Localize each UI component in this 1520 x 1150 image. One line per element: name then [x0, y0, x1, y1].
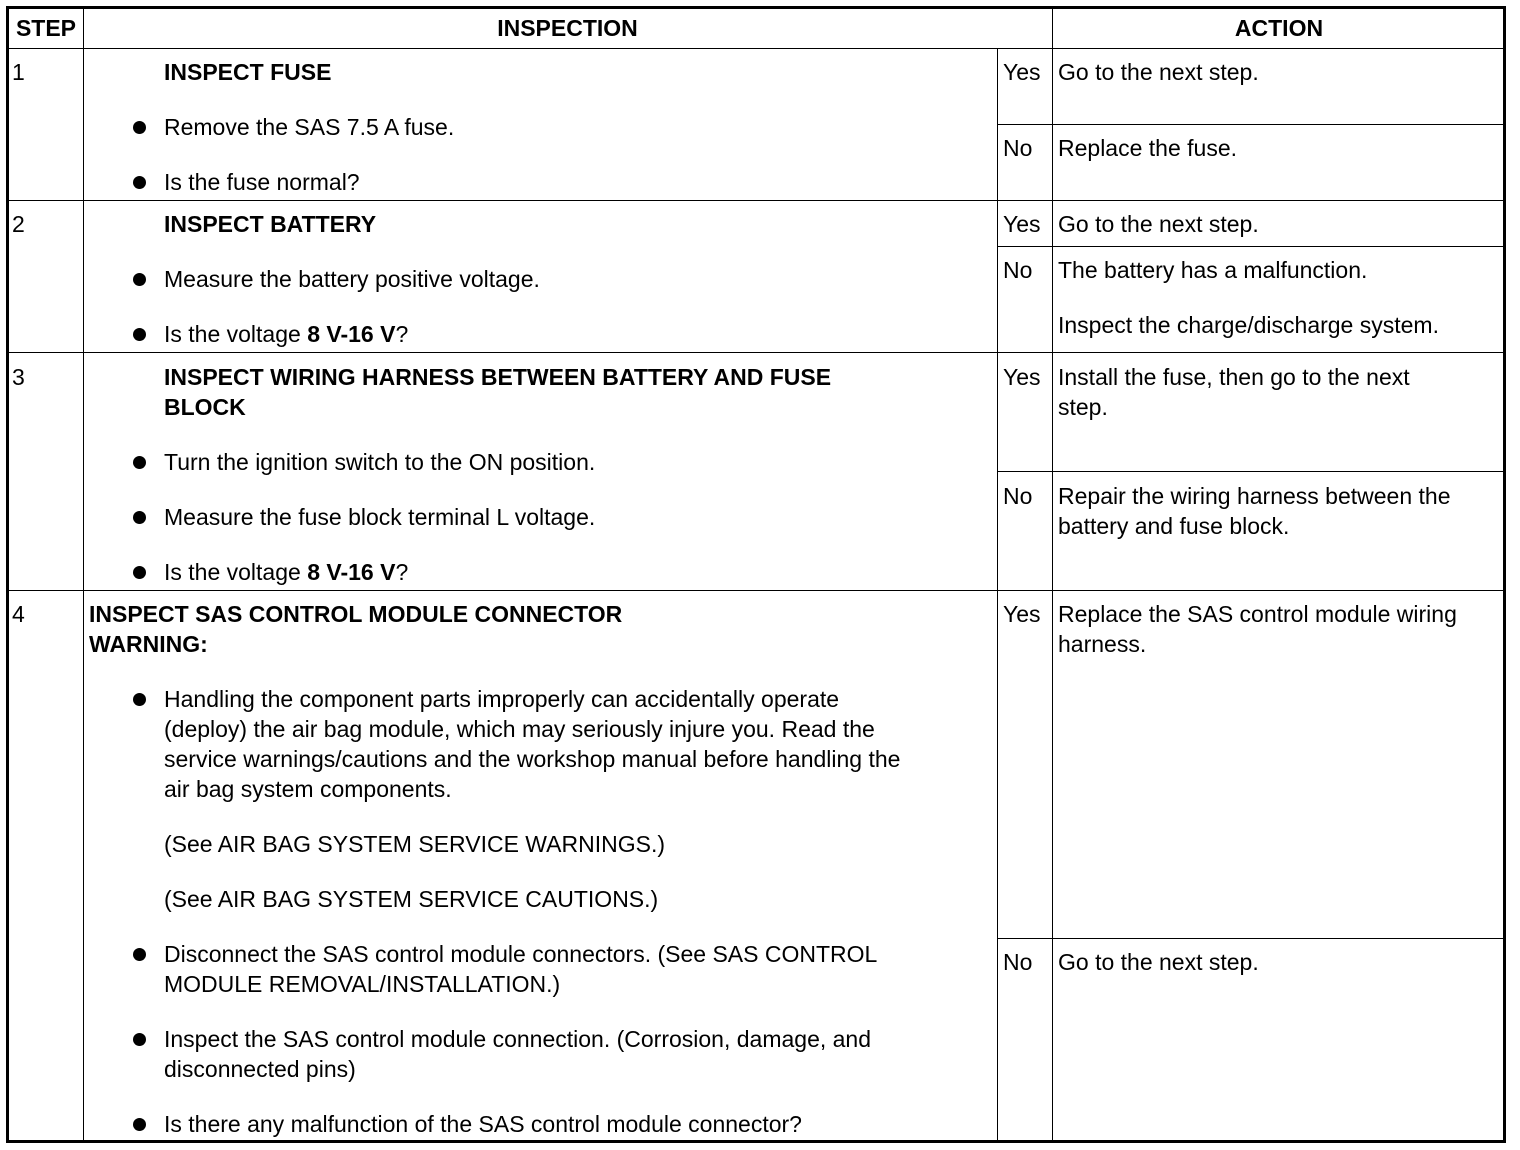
step-number: 4: [12, 601, 25, 627]
inspection-item: MODULE REMOVAL/INSTALLATION.): [164, 971, 561, 997]
step-title: INSPECT BATTERY: [164, 211, 377, 237]
row-divider: [997, 471, 1503, 472]
inspection-item: Is the voltage 8 V-16 V?: [164, 321, 409, 347]
step-title: INSPECT WIRING HARNESS BETWEEN BATTERY AND FUSE: [164, 364, 832, 390]
no-action: The battery has a malfunction.: [1058, 257, 1368, 283]
bullet-icon: [133, 121, 146, 134]
bullet-icon: [133, 1118, 146, 1131]
row-divider: [9, 590, 1503, 591]
inspection-item: Measure the fuse block terminal L voltage.: [164, 504, 596, 530]
bullet-icon: [133, 176, 146, 189]
step-number: 2: [12, 211, 25, 237]
inspection-item: Measure the battery positive voltage.: [164, 266, 540, 292]
step-number: 1: [12, 59, 25, 85]
bullet-icon: [133, 328, 146, 341]
bullet-icon: [133, 511, 146, 524]
yes-label: Yes: [1003, 211, 1041, 237]
step-title: INSPECT SAS CONTROL MODULE CONNECTOR: [89, 601, 623, 627]
warning-text: service warnings/cautions and the workshop manual before handling the: [164, 746, 901, 772]
column-divider: [83, 9, 84, 1140]
inspection-item: Disconnect the SAS control module connectors. (See SAS CONTROL: [164, 941, 878, 967]
yes-label: Yes: [1003, 601, 1041, 627]
inspection-item: Is the fuse normal?: [164, 169, 360, 195]
reference-link: (See AIR BAG SYSTEM SERVICE CAUTIONS.): [164, 886, 659, 912]
no-action: Repair the wiring harness between the: [1058, 483, 1451, 509]
inspection-item: Inspect the SAS control module connection. (Corrosion, damage, and: [164, 1026, 872, 1052]
yes-action: Install the fuse, then go to the next: [1058, 364, 1410, 390]
inspection-item: Turn the ignition switch to the ON position.: [164, 449, 596, 475]
row-divider: [9, 48, 1503, 49]
no-action: Replace the fuse.: [1058, 135, 1238, 161]
step-number: 3: [12, 364, 25, 390]
yes-action: harness.: [1058, 631, 1147, 657]
row-divider: [9, 352, 1503, 353]
warning-label: WARNING:: [89, 631, 208, 657]
column-divider: [997, 48, 998, 1140]
inspection-item: Is the voltage 8 V-16 V?: [164, 559, 409, 585]
yes-label: Yes: [1003, 59, 1041, 85]
yes-label: Yes: [1003, 364, 1041, 390]
row-divider: [9, 200, 1503, 201]
step-title: INSPECT FUSE: [164, 59, 332, 85]
bullet-icon: [133, 948, 146, 961]
step-title: BLOCK: [164, 394, 246, 420]
yes-action: Replace the SAS control module wiring: [1058, 601, 1457, 627]
reference-link: (See AIR BAG SYSTEM SERVICE WARNINGS.): [164, 831, 666, 857]
inspection-table: [6, 6, 1506, 1143]
row-divider: [997, 124, 1503, 125]
inspection-item: Remove the SAS 7.5 A fuse.: [164, 114, 455, 140]
warning-text: Handling the component parts improperly can accidentally operate: [164, 686, 840, 712]
yes-action: Go to the next step.: [1058, 211, 1259, 237]
header-step: STEP: [15, 15, 77, 41]
bullet-icon: [133, 456, 146, 469]
header-inspection: INSPECTION: [497, 15, 638, 41]
bullet-icon: [133, 693, 146, 706]
yes-action: Go to the next step.: [1058, 59, 1259, 85]
header-action: ACTION: [1234, 15, 1324, 41]
inspection-item: disconnected pins): [164, 1056, 356, 1082]
bullet-icon: [133, 566, 146, 579]
warning-text: air bag system components.: [164, 776, 452, 802]
no-label: No: [1003, 483, 1033, 509]
no-label: No: [1003, 257, 1033, 283]
yes-action: step.: [1058, 394, 1108, 420]
inspection-item: Is there any malfunction of the SAS control module connector?: [164, 1111, 802, 1137]
bullet-icon: [133, 273, 146, 286]
column-divider: [1052, 9, 1053, 1140]
no-action: Go to the next step.: [1058, 949, 1259, 975]
no-action: Inspect the charge/discharge system.: [1058, 312, 1439, 338]
no-action: battery and fuse block.: [1058, 513, 1290, 539]
row-divider: [997, 938, 1503, 939]
no-label: No: [1003, 949, 1033, 975]
warning-text: (deploy) the air bag module, which may seriously injure you. Read the: [164, 716, 875, 742]
bullet-icon: [133, 1033, 146, 1046]
no-label: No: [1003, 135, 1033, 161]
row-divider: [997, 246, 1503, 247]
